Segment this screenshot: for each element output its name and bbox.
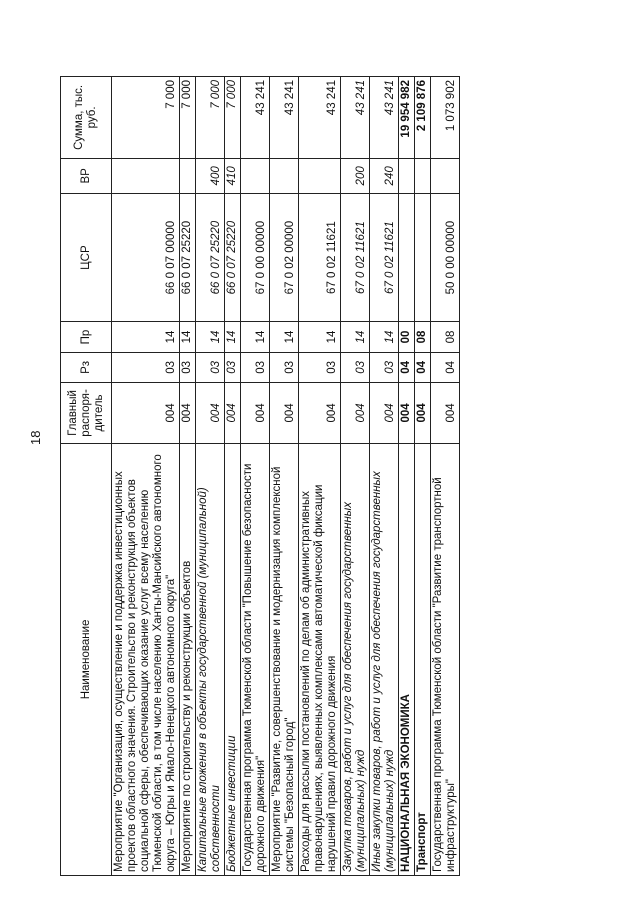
cell-vr	[241, 158, 270, 193]
cell-csr: 66 0 07 25220	[180, 193, 196, 321]
cell-vr: 240	[370, 158, 399, 193]
cell-grs: 004	[299, 383, 341, 444]
cell-csr: 66 0 07 25220	[225, 193, 241, 321]
cell-pr: 14	[180, 322, 196, 352]
cell-rz: 04	[431, 352, 460, 382]
cell-pr: 14	[196, 322, 225, 352]
cell-vr: 200	[341, 158, 370, 193]
cell-sum: 7 000	[112, 77, 180, 159]
cell-grs: 004	[341, 383, 370, 444]
header-name: Наименование	[61, 443, 112, 875]
cell-pr: 08	[415, 322, 431, 352]
header-sum: Сумма, тыс. руб.	[61, 77, 112, 159]
cell-name: Мероприятие по строительству и реконструкции объектов	[180, 443, 196, 875]
cell-csr: 66 0 07 25220	[196, 193, 225, 321]
cell-sum: 1 073 902	[431, 77, 460, 159]
cell-csr: 67 0 00 00000	[241, 193, 270, 321]
cell-sum: 2 109 876	[415, 77, 431, 159]
cell-pr: 14	[370, 322, 399, 352]
cell-rz: 03	[299, 352, 341, 382]
header-grs: Главный распоря-дитель	[61, 383, 112, 444]
cell-sum: 43 241	[270, 77, 299, 159]
cell-rz: 04	[399, 352, 415, 382]
cell-pr: 14	[241, 322, 270, 352]
table-row	[431, 77, 460, 876]
table-row	[112, 77, 180, 876]
cell-name: Мероприятие "Организация, осуществление и поддержка инвестиционных проектов областного значения. Строительство и реконструкция объектов социальной сферы, обеспечивающих оказание услуг всему населению Тюменской области, в том числе населению Ханты-Мансийского автономного округа – Югры и Ямало-Ненецкого автономного округа"	[112, 443, 180, 875]
cell-rz: 03	[370, 352, 399, 382]
cell-csr: 67 0 02 11621	[341, 193, 370, 321]
cell-grs: 004	[225, 383, 241, 444]
cell-rz: 03	[180, 352, 196, 382]
cell-rz: 04	[415, 352, 431, 382]
cell-grs: 004	[270, 383, 299, 444]
budget-table-rotated	[60, 76, 605, 876]
cell-pr: 14	[225, 322, 241, 352]
cell-name: Расходы для рассылки постановлений по делам об административных правонарушениях, выявленных комплексами автоматической фиксации нарушений правил дорожного движения	[299, 443, 341, 875]
cell-vr	[431, 158, 460, 193]
cell-sum: 43 241	[299, 77, 341, 159]
cell-csr: 67 0 02 11621	[299, 193, 341, 321]
cell-sum: 43 241	[341, 77, 370, 159]
cell-grs: 004	[196, 383, 225, 444]
cell-csr: 50 0 00 00000	[431, 193, 460, 321]
cell-sum: 19 954 982	[399, 77, 415, 159]
table-header-row	[61, 77, 112, 876]
cell-pr: 14	[270, 322, 299, 352]
table-row	[299, 77, 341, 876]
cell-pr: 08	[431, 322, 460, 352]
cell-grs: 004	[180, 383, 196, 444]
cell-grs: 004	[399, 383, 415, 444]
cell-csr: 67 0 02 00000	[270, 193, 299, 321]
cell-vr	[180, 158, 196, 193]
cell-rz: 03	[225, 352, 241, 382]
header-rz: Рз	[61, 352, 112, 382]
cell-name: Мероприятие "Развитие, совершенствование и модернизация комплексной системы "Безопасный город"	[270, 443, 299, 875]
cell-vr	[270, 158, 299, 193]
cell-vr	[415, 158, 431, 193]
cell-sum: 43 241	[370, 77, 399, 159]
table-row	[370, 77, 399, 876]
cell-pr: 00	[399, 322, 415, 352]
cell-name: НАЦИОНАЛЬНАЯ ЭКОНОМИКА	[399, 443, 415, 875]
cell-rz: 03	[112, 352, 180, 382]
cell-vr: 400	[196, 158, 225, 193]
cell-name: Транспорт	[415, 443, 431, 875]
cell-grs: 004	[370, 383, 399, 444]
table-row	[225, 77, 241, 876]
cell-vr: 410	[225, 158, 241, 193]
cell-name: Государственная программа Тюменской области "Развитие транспортной инфраструктуры"	[431, 443, 460, 875]
cell-name: Иные закупки товаров, работ и услуг для обеспечения государственных (муниципальных) нужд	[370, 443, 399, 875]
cell-pr: 14	[299, 322, 341, 352]
cell-rz: 03	[241, 352, 270, 382]
cell-sum: 7 000	[180, 77, 196, 159]
table-row	[399, 77, 415, 876]
cell-sum: 43 241	[241, 77, 270, 159]
table-row	[341, 77, 370, 876]
cell-name: Государственная программа Тюменской области "Повышение безопасности дорожного движения"	[241, 443, 270, 875]
cell-rz: 03	[341, 352, 370, 382]
cell-rz: 03	[196, 352, 225, 382]
header-csr: ЦСР	[61, 193, 112, 321]
cell-rz: 03	[270, 352, 299, 382]
cell-csr: 67 0 02 11621	[370, 193, 399, 321]
budget-table	[60, 76, 460, 876]
cell-pr: 14	[341, 322, 370, 352]
cell-name: Бюджетные инвестиции	[225, 443, 241, 875]
page-number: 18	[28, 430, 43, 445]
cell-grs: 004	[241, 383, 270, 444]
cell-pr: 14	[112, 322, 180, 352]
cell-grs: 004	[415, 383, 431, 444]
table-row	[270, 77, 299, 876]
header-pr: Пр	[61, 322, 112, 352]
table-row	[241, 77, 270, 876]
cell-sum: 7 000	[225, 77, 241, 159]
cell-name: Капитальные вложения в объекты государственной (муниципальной) собственности	[196, 443, 225, 875]
cell-vr	[299, 158, 341, 193]
table-row	[196, 77, 225, 876]
cell-name: Закупка товаров, работ и услуг для обеспечения государственных (муниципальных) нужд	[341, 443, 370, 875]
cell-csr: 66 0 07 00000	[112, 193, 180, 321]
table-row	[180, 77, 196, 876]
cell-vr	[399, 158, 415, 193]
cell-csr	[399, 193, 415, 321]
header-vr: ВР	[61, 158, 112, 193]
cell-csr	[415, 193, 431, 321]
table-row	[415, 77, 431, 876]
cell-sum: 7 000	[196, 77, 225, 159]
cell-grs: 004	[112, 383, 180, 444]
cell-vr	[112, 158, 180, 193]
cell-grs: 004	[431, 383, 460, 444]
